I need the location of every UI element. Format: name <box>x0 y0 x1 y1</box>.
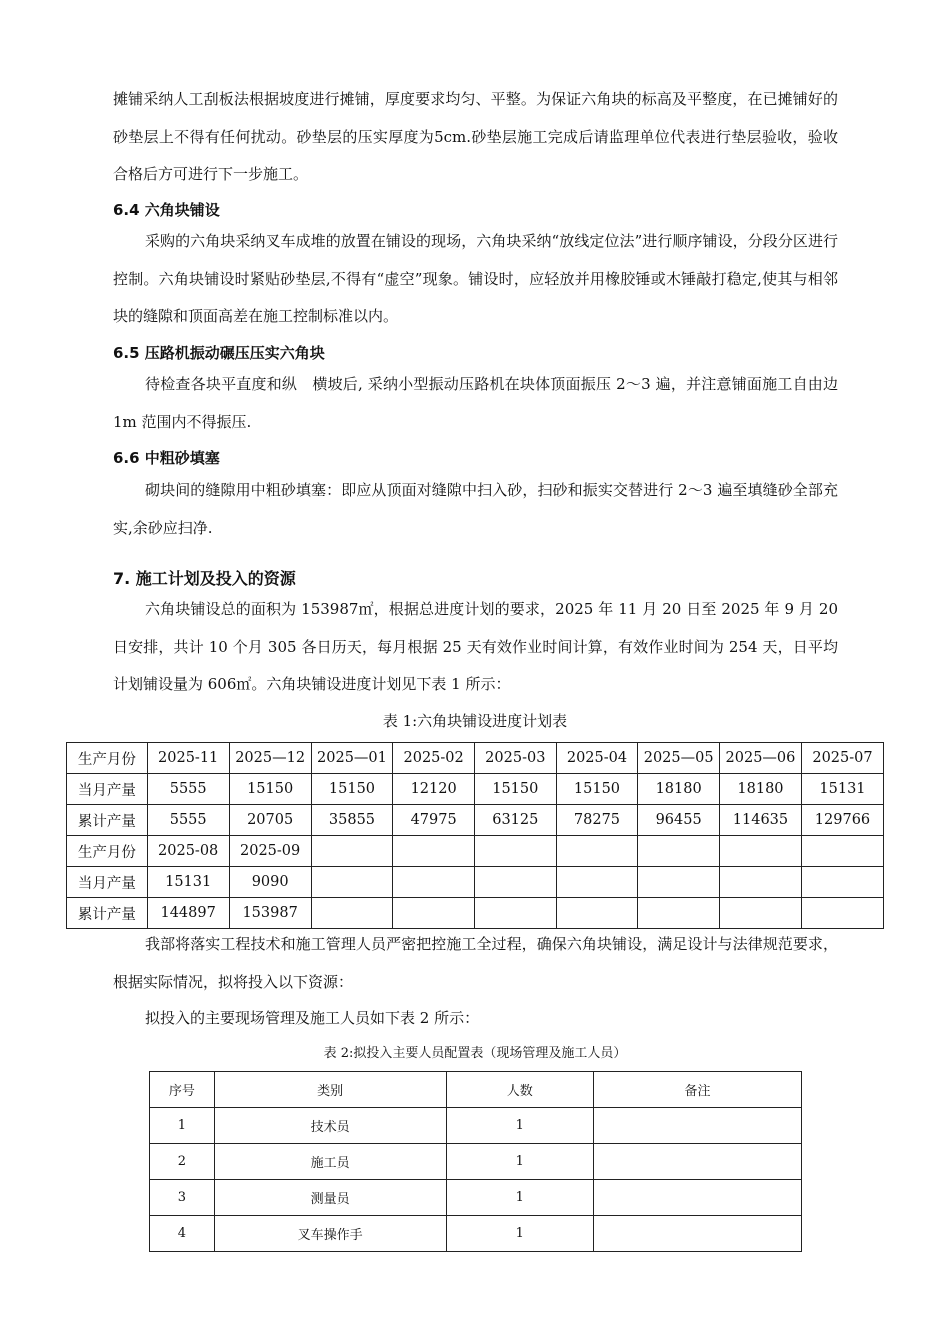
paragraph-sand-cushion: 摊铺采纳人工刮板法根据坡度进行摊铺，厚度要求均匀、平整。为保证六角块的标高及平整度，在已摊铺好的砂垫层上不得有任何扰动。砂垫层的压实厚度为5cm.砂垫层施工完成后请监理单位代表进行垫层验收，验收合格后方可进行下一步施工。 <box>113 90 838 183</box>
table-cell: 生产月份 <box>67 836 148 867</box>
table-cell <box>801 836 883 867</box>
table-cell: 2025-09 <box>229 836 311 867</box>
table-header-cell: 序号 <box>150 1072 215 1108</box>
table-cell: 63125 <box>474 805 556 836</box>
table-cell: 15150 <box>229 774 311 805</box>
table-cell: 3 <box>150 1180 215 1216</box>
table-cell: 12120 <box>393 774 475 805</box>
table-cell <box>393 898 475 929</box>
table-row <box>67 867 884 898</box>
table-cell <box>311 898 393 929</box>
progress-plan-table <box>66 742 884 929</box>
table-cell <box>474 867 556 898</box>
table-row <box>67 836 884 867</box>
table-cell <box>801 898 883 929</box>
table-cell: 2025—05 <box>638 743 720 774</box>
table-cell: 96455 <box>638 805 720 836</box>
table-cell: 35855 <box>311 805 393 836</box>
table-header-cell: 人数 <box>446 1072 593 1108</box>
table-cell <box>593 1108 801 1144</box>
table-cell: 15150 <box>474 774 556 805</box>
table-cell: 2025-03 <box>474 743 556 774</box>
table-cell: 47975 <box>393 805 475 836</box>
table-cell: 18180 <box>719 774 801 805</box>
heading-6-5: 6.5 压路机振动碾压压实六角块 <box>113 344 325 362</box>
table-cell <box>638 898 720 929</box>
table-cell: 1 <box>446 1108 593 1144</box>
table-row <box>150 1108 802 1144</box>
table-cell <box>474 836 556 867</box>
table-cell <box>311 867 393 898</box>
table-cell: 当月产量 <box>67 774 148 805</box>
table-cell: 144897 <box>147 898 229 929</box>
table-row <box>150 1144 802 1180</box>
table-cell <box>393 836 475 867</box>
table-header-cell: 类别 <box>214 1072 446 1108</box>
table-cell <box>593 1180 801 1216</box>
table-cell: 15131 <box>147 867 229 898</box>
table-cell: 15131 <box>801 774 883 805</box>
paragraph-table2-intro: 拟投入的主要现场管理及施工人员如下表 2 所示： <box>145 1009 480 1027</box>
table-cell <box>638 867 720 898</box>
table-cell: 2 <box>150 1144 215 1180</box>
paragraph-6-6: 砌块间的缝隙用中粗砂填塞：即应从顶面对缝隙中扫入砂，扫砂和振实交替进行 2～3 遍至填缝砂全部充实,余砂应扫净. <box>113 481 838 537</box>
table-cell <box>638 836 720 867</box>
paragraph-resources: 我部将落实工程技术和施工管理人员严密把控施工全过程，确保六角块铺设，满足设计与法律规范要求，根据实际情况，拟将投入以下资源： <box>113 935 838 991</box>
table-cell: 15150 <box>556 774 638 805</box>
table-row <box>150 1216 802 1252</box>
table-cell: 累计产量 <box>67 898 148 929</box>
table-cell <box>719 836 801 867</box>
table-cell <box>593 1144 801 1180</box>
table-cell: 当月产量 <box>67 867 148 898</box>
table-cell: 2025—12 <box>229 743 311 774</box>
table-cell: 114635 <box>719 805 801 836</box>
table1-caption: 表 1:六角块铺设进度计划表 <box>382 712 568 730</box>
heading-7: 7. 施工计划及投入的资源 <box>113 569 296 588</box>
table-cell: 9090 <box>229 867 311 898</box>
table-cell: 叉车操作手 <box>214 1216 446 1252</box>
table-cell: 15150 <box>311 774 393 805</box>
table-cell: 1 <box>446 1180 593 1216</box>
table-row <box>67 774 884 805</box>
table-cell: 2025—01 <box>311 743 393 774</box>
table-cell: 2025—06 <box>719 743 801 774</box>
table-cell: 78275 <box>556 805 638 836</box>
table-cell: 2025-02 <box>393 743 475 774</box>
paragraph-7: 六角块铺设总的面积为 153987㎡，根据总进度计划的要求，2025 年 11 月 20 日至 2025 年 9 月 20 日安排，共计 10 个月 305 各日历天，每月根据 25 天有效作业时间计算，有效作业时间为 254 天，日平均计划铺设量为 606㎡。六角块铺设进度计划见下表 1 所示： <box>113 600 838 693</box>
table-cell: 20705 <box>229 805 311 836</box>
heading-6-6: 6.6 中粗砂填塞 <box>113 449 220 467</box>
table-cell <box>556 867 638 898</box>
table-row <box>67 805 884 836</box>
paragraph-6-4: 采购的六角块采纳叉车成堆的放置在铺设的现场，六角块采纳“放线定位法”进行顺序铺设，分段分区进行控制。六角块铺设时紧贴砂垫层,不得有“虚空”现象。铺设时，应轻放并用橡胶锤或木锤敲打稳定,使其与相邻块的缝隙和顶面高差在施工控制标准以内。 <box>113 232 838 325</box>
table-cell: 129766 <box>801 805 883 836</box>
heading-6-4: 6.4 六角块铺设 <box>113 201 220 219</box>
table-cell: 2025-04 <box>556 743 638 774</box>
table-row <box>150 1180 802 1216</box>
table-cell: 5555 <box>147 774 229 805</box>
table-cell <box>393 867 475 898</box>
table-cell: 4 <box>150 1216 215 1252</box>
table-cell: 生产月份 <box>67 743 148 774</box>
table-cell: 技术员 <box>214 1108 446 1144</box>
table-row <box>67 743 884 774</box>
table-row <box>67 898 884 929</box>
table-cell: 2025-11 <box>147 743 229 774</box>
table-cell: 5555 <box>147 805 229 836</box>
table2-caption: 表 2:拟投入主要人员配置表（现场管理及施工人员） <box>323 1046 627 1061</box>
table-cell: 153987 <box>229 898 311 929</box>
table-cell: 累计产量 <box>67 805 148 836</box>
table-cell <box>593 1216 801 1252</box>
paragraph-6-5: 待检查各块平直度和纵 横坡后, 采纳小型振动压路机在块体顶面振压 2～3 遍，并注意铺面施工自由边 1m 范围内不得振压. <box>113 375 838 431</box>
table-cell <box>556 836 638 867</box>
table-cell: 施工员 <box>214 1144 446 1180</box>
table-cell <box>474 898 556 929</box>
table-cell: 2025-08 <box>147 836 229 867</box>
table-cell <box>719 867 801 898</box>
table-cell <box>556 898 638 929</box>
table-cell: 1 <box>446 1216 593 1252</box>
table-cell <box>801 867 883 898</box>
table-header-row <box>150 1072 802 1108</box>
table-cell: 1 <box>150 1108 215 1144</box>
table-cell <box>719 898 801 929</box>
table-cell: 测量员 <box>214 1180 446 1216</box>
table-cell <box>311 836 393 867</box>
table-cell: 1 <box>446 1144 593 1180</box>
table-cell: 2025-07 <box>801 743 883 774</box>
table-cell: 18180 <box>638 774 720 805</box>
table-header-cell: 备注 <box>593 1072 801 1108</box>
personnel-table <box>149 1071 802 1252</box>
